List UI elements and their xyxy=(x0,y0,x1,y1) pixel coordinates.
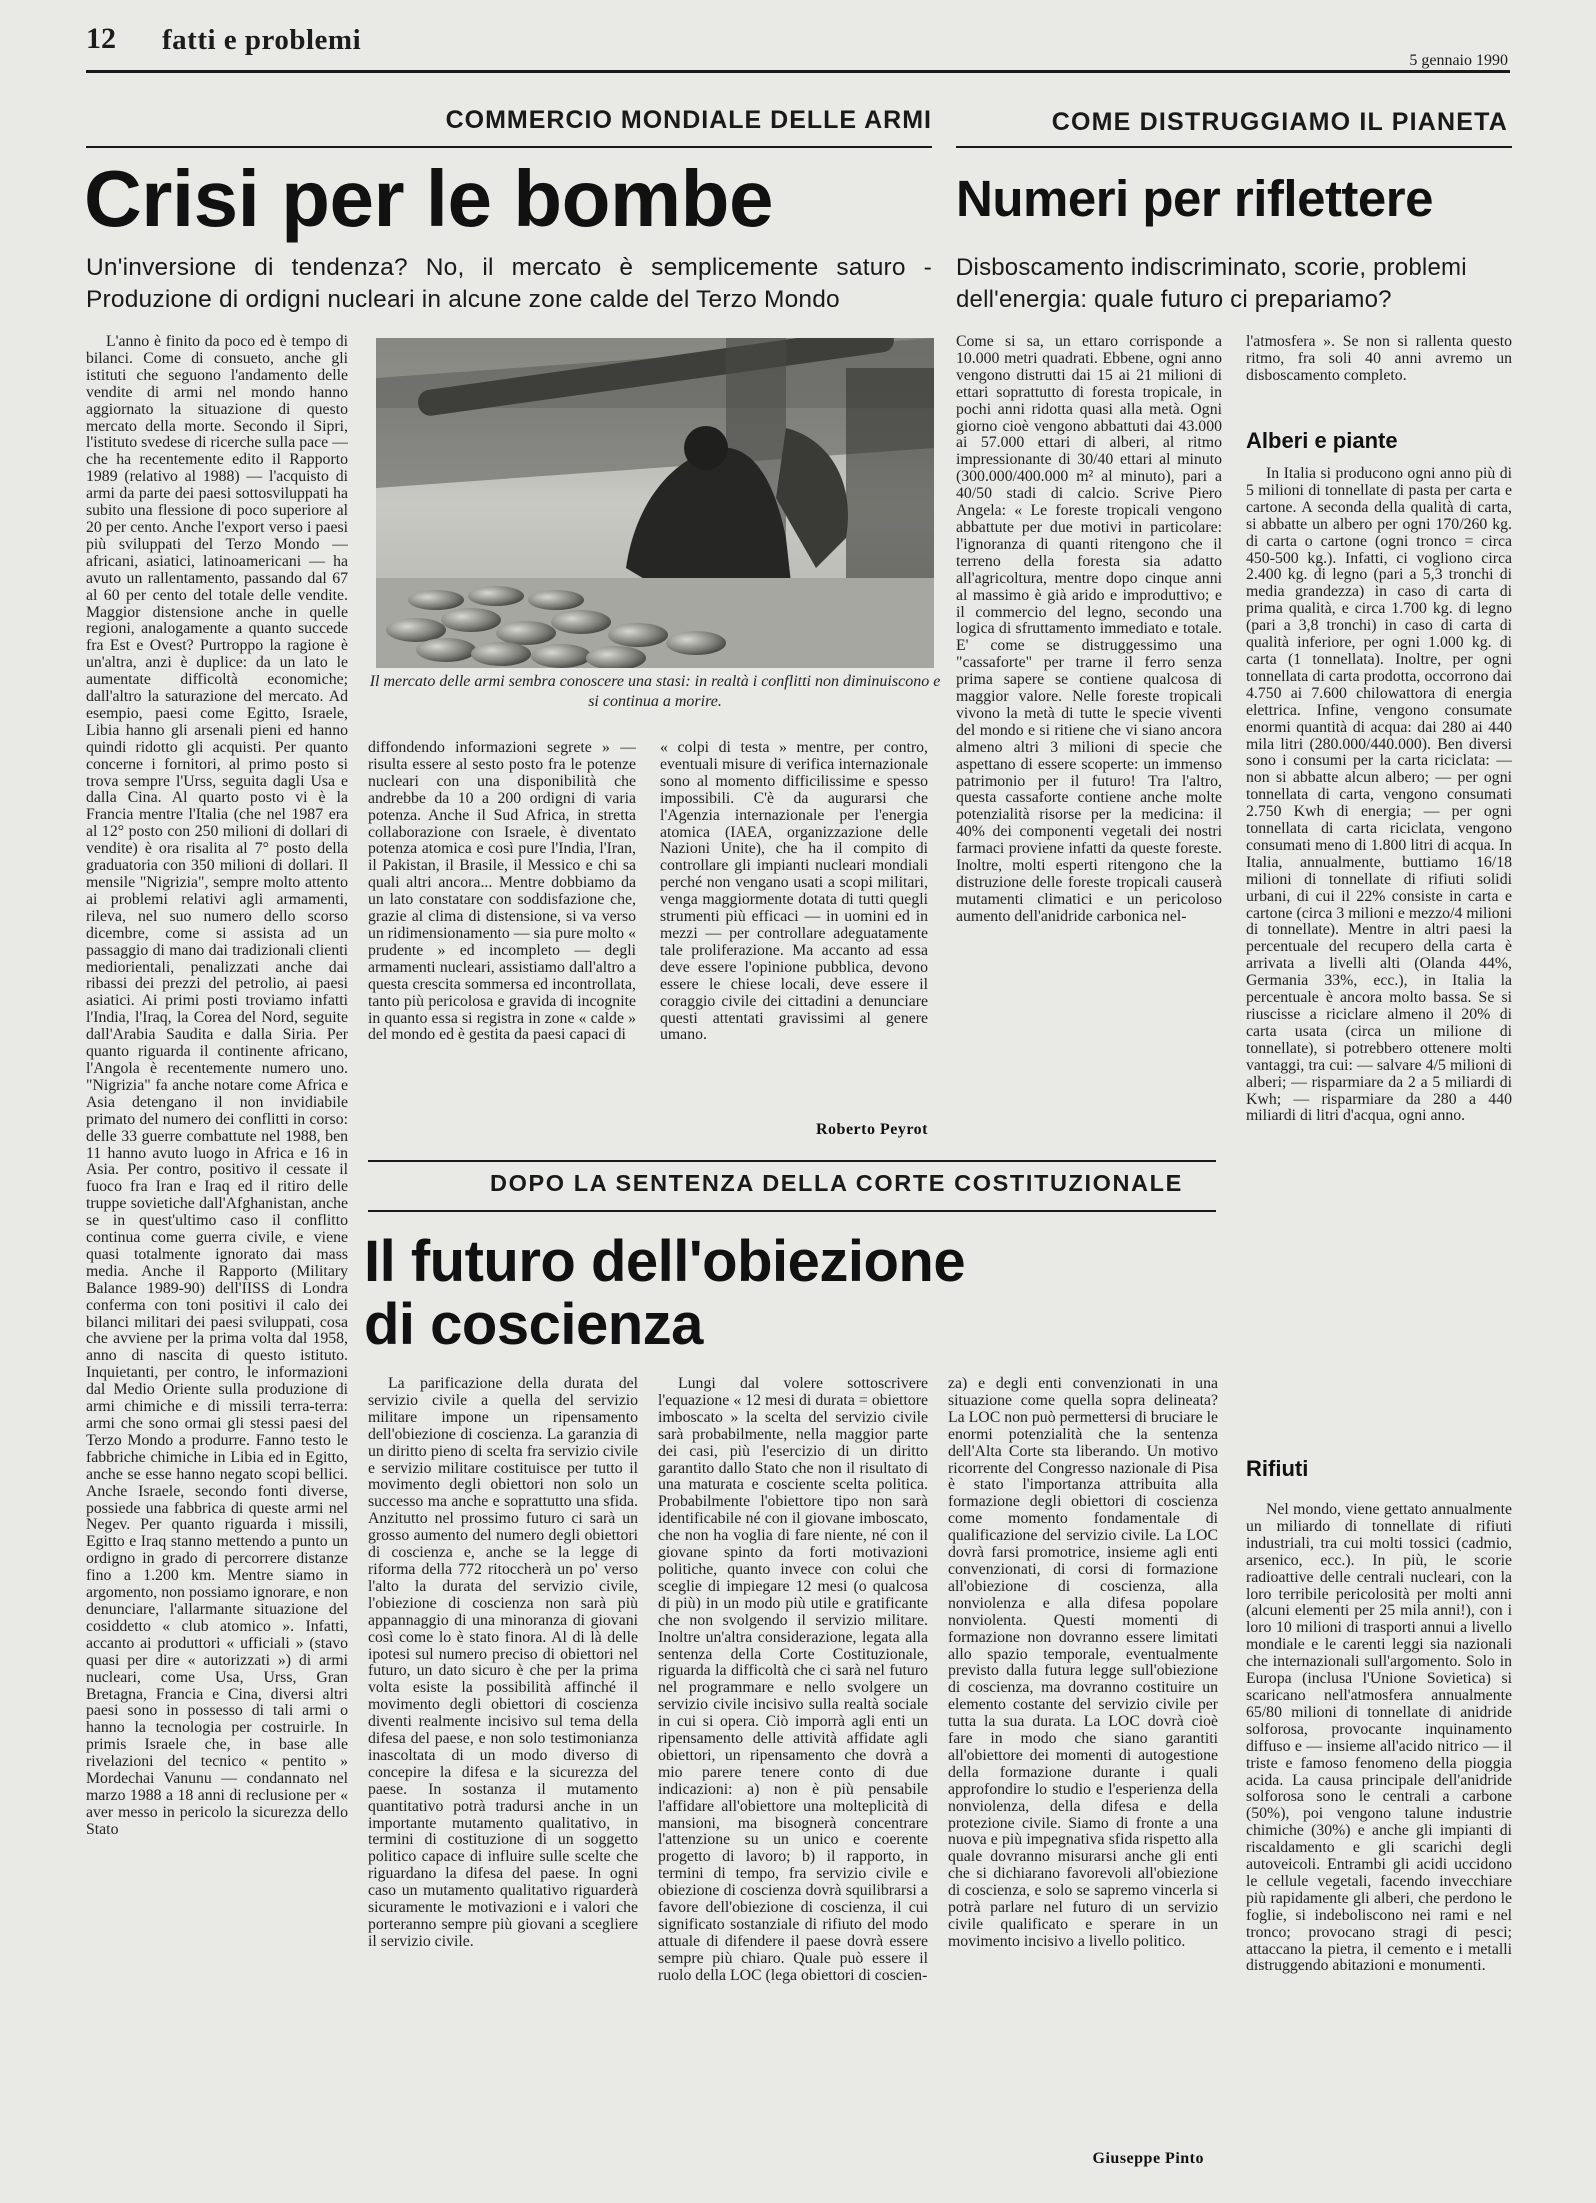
photo-caption: Il mercato delle armi sembra conoscere una stasi: in realtà i conflitti non diminuiscono e si continua a morire. xyxy=(369,673,941,710)
planet-deck: Disboscamento indiscriminato, scorie, problemi dell'energia: quale futuro ci prepariamo? xyxy=(956,254,1467,313)
arms-column-3-text: « colpi di testa » mentre, per contro, eventuali misure di verifica internazionale sono al momento difficilissime e spesso impossibili. C'è da augurarsi che l'Agenzia internazionale per l'energia atomica (IAEA, organizzazione delle Nazioni Unite), che ha il compito di controllare gli impianti nucleari mondiali perché non vengano usati a scopi militari, venga maggiormente dotata di tutti quegli strumenti più efficaci — in uomini ed in mezzi — per controllare adeguatamente tale proliferazione. Ma accanto ad essa deve essere l'opinione pubblica, devono essere le chiese locali, deve essere il coraggio civile dei cittadini a denunciare questi attentati gravissimi al genere umano. xyxy=(660,740,928,1044)
objection-headline-line-2: di coscienza xyxy=(364,1292,703,1357)
objection-column-3-text: za) e degli enti convenzionati in una situazione come quella sopra delineata? La LOC non può permettersi di bruciare le enormi potenzialità che la sentenza dell'Alta Corte sta liberando. Un motivo ricorrente del Congresso nazionale di Pisa è stato l'importanza attribuita alla formazione degli obiettori di coscienza come momento fondamentale di qualificazione del servizio civile. La LOC dovrà farsi promotrice, insieme agli enti convenzionati, di corsi di formazione all'obiezione di coscienza, alla nonviolenza e alla difesa popolare nonviolenta. Questi momenti di formazione non dovranno essere limitati allo spazio temporale, eventualmente previsto dalla futura legge sull'obiezione di coscienza, ma dovranno costituire un elemento costante del servizio civile per tutta la sua durata. La LOC dovrà cioè fare in modo che siano garantiti all'obiettore dei momenti di autogestione della formazione durante i quali approfondire lo studio e l'esperienza della nonviolenza, della difesa e della protezione civile. Siamo di fronte a una nuova e più impegnativa sfida rispetto alla quale dovranno misurarsi anche gli enti che si dichiarano favorevoli all'obiezione di coscienza, e solo se sapremo vincerla si potrà parlare nel futuro di un servizio civile qualificato e sperare in un movimento incisivo a livello politico. xyxy=(948,1376,1218,1950)
arms-column-1 xyxy=(86,334,348,2182)
objection-top-rule xyxy=(368,1160,1216,1162)
page-number: 12 xyxy=(86,22,116,55)
planet-column-1-text: Come si sa, un ettaro corrisponde a 10.000 metri quadrati. Ebbene, ogni anno vengono distrutti dai 15 ai 21 milioni di ettari soprattutto di foresta tropicale, in pochi anni ridotta quasi alla metà. Ogni giorno cioè vengono abbattuti dai 43.000 ai 57.000 ettari di alberi, al ritmo impressionante di 30/40 ettari al minuto (300.000/400.000 m² al minuto), pari a 40/50 stadi di calcio. Scrive Piero Angela: « Le foreste tropicali vengono abbattute per due motivi in particolare: l'ignoranza di quanti ritengono che il terreno della foresta sia adatto all'agricoltura, mentre dopo cinque anni al massimo è già arido e improduttivo; e il commercio del legno, secondo una logica di sfruttamento immediato e totale. E' come se distruggessimo una "cassaforte" per trarne il ferro senza prima sapere se contiene qualcosa di maggior valore. Nelle foreste tropicali vivono la metà di tutte le specie viventi del mondo e si ritiene che vi siano ancora almeno altri 3 milioni di specie che aspettano di essere scoperte: un immenso patrimonio per il futuro! Tra l'altro, questa cassaforte contiene anche molte potenzialità risorse per la medicina: il 40% dei componenti vegetali dei nostri farmaci proviene infatti da queste foreste. Inoltre, molti esperti ritengono che la distruzione delle foreste tropicali causerà mutamenti climatici e un pericoloso aumento dell'anidride carbonica nel- xyxy=(956,334,1222,925)
objection-column-3 xyxy=(948,1376,1218,2136)
masthead-rule xyxy=(86,70,1510,73)
arms-deck: Un'inversione di tendenza? No, il mercato è semplicemente saturo - Produzione di ordigni nucleari in alcune zone calde del Terzo Mondo xyxy=(86,254,932,313)
objection-column-1-text: La parificazione della durata del servizio civile a quella del servizio militare impone un ripensamento dell'obiezione di coscienza. La garanzia di un diritto pieno di scelta fra servizio civile e servizio militare costituisce per tutto il movimento degli obiettori non solo un successo ma anche e soprattutto una sfida. Anzitutto nel prossimo futuro ci sarà un grosso aumento del numero degli obiettori di coscienza e, anche se la legge di riforma della 772 ritoccherà un po' verso l'alto la durata del servizio civile, l'obiezione di coscienza non sarà più appannaggio di una minoranza di giovani così come lo è stato finora. Al di là delle ipotesi sul numero preciso di obiettori nel futuro, un dato sicuro è che per la prima volta esiste la possibilità affinché il movimento degli obiettori di coscienza diventi realmente incisivo sul tema della difesa del paese, e non solo testimonianza inascoltata di un modo diverso di concepire la difesa e la sicurezza del paese. In sostanza il mutamento quantitativo potrà tradursi anche in un importante mutamento qualitativo, in termini di costituzione di un soggetto politico capace di influire sulle scelte che riguardano la difesa del paese. In ogni caso un mutamento qualitativo riguarderà sicuramente le motivazioni e i valori che porteranno sempre più giovani a scegliere il servizio civile. xyxy=(368,1376,638,1950)
arms-column-2 xyxy=(368,740,636,1140)
planet-column-2-intro xyxy=(1246,334,1512,422)
planet-column-2-trees-text: In Italia si producono ogni anno più di 5 milioni di tonnellate di pasta per carta e cartone. A seconda della qualità di carta, si abbatte un albero per ogni 170/260 kg. di carta o cartone (ogni tronco = circa 450-500 kg.). Infatti, ci vogliono circa 2.400 kg. di legno (pari a 5,3 tronchi di media grandezza) in caso di carta di prima qualità, e circa 1.700 kg. di legno (pari a 3,8 tronchi) in caso di carta di qualità inferiore, per ogni 1.000 kg. di carta (1 tonnellata). Inoltre, per ogni tonnellata di carta prodotta, occorrono dai 4.750 ai 7.600 chilowattora di energia elettrica. Infine, vengono consumate enormi quantità di acqua: dai 280 ai 440 mila litri (280.000/440.000). Ben diversi sono i consumi per la carta riciclata: — non si abbatte alcun albero; — per ogni tonnellata di carta, vengono consumati 2.750 Kwh di energia; — per ogni tonnellata di carta riciclata, vengono consumati meno di 1.800 litri di acqua. In Italia, annualmente, buttiamo 16/18 milioni di tonnellate di rifiuti solidi urbani, di cui il 22% consiste in carta e cartone (circa 3 milioni e mezzo/4 milioni di tonnellate). Mentre in altri paesi la percentuale del recupero della carta è arrivata a livelli alti (Olanda 44%, Germania 33%, ecc.), in Italia la percentuale è ancora molto bassa. Se si riuscisse a riciclare almeno il 20% di carta usata (circa un milione di tonnellate), si potrebbero ottenere molti vantaggi, tra cui: — salvare 4/5 milioni di alberi; — risparmiare da 2 a 5 miliardi di Kwh; — risparmiare da 280 a 440 miliardi di litri d'acqua, ogni anno. xyxy=(1246,466,1512,1125)
planet-column-2-waste-text: Nel mondo, viene gettato annualmente un miliardo di tonnellate di rifiuti industriali, tra cui molti tossici (cadmio, arsenico, ecc.). In più, le scorie radioattive delle centrali nucleari, con la loro terribile pericolosità per molti anni (alcuni elementi per 25 mila anni!), con i loro 10 milioni di trasporti annui a livello mondiale e le carenti leggi sia nazionali che internazionali sull'argomento. Solo in Europa (inclusa l'Unione Sovietica) si scaricano nell'atmosfera annualmente 65/80 milioni di tonnellate di anidride solforosa, provocante inquinamento diffuso e — insieme all'acido nitrico — il triste e famoso fenomeno della pioggia acida. La causa principale dell'anidride solforosa sono le centrali a carbone (50%), poi vengono talune industrie chimiche (30%) e anche gli impianti di riscaldamento e gli scarichi degli autoveicoli. Entrambi gli acidi uccidono le cellule vegetali, facendo invecchiare più rapidamente gli alberi, che perdono le foglie, si indeboliscono nei rami e nel tronco; provocano stragi di pesci; attaccano la pietra, il cemento e i metalli distruggendo abitazioni e monumenti. xyxy=(1246,1502,1512,1975)
planet-headline: Numeri per riflettere xyxy=(956,170,1433,227)
planet-kicker: COME DISTRUGGIAMO IL PIANETA xyxy=(1051,108,1508,136)
planet-column-1 xyxy=(956,334,1222,1142)
planet-column-2-intro-text: l'atmosfera ». Se non si rallenta questo ritmo, fra soli 40 anni avremo un disboscamento completo. xyxy=(1246,334,1512,384)
arms-signature: Roberto Peyrot xyxy=(816,1121,928,1138)
planet-column-2-waste xyxy=(1246,1502,1512,2182)
planet-column-2-trees xyxy=(1246,466,1512,1428)
arms-column-2-text: diffondendo informazioni segrete » — risulta essere al sesto posto fra le potenze nucleari con una disponibilità che andrebbe da 10 a 200 ordigni di varia potenza. Anche il Sud Africa, in stretta collaborazione con Israele, è diventato potenza atomica e così pure l'India, l'Iran, il Pakistan, il Brasile, il Messico e chi sa quali altri ancora... Mentre dobbiamo da un lato constatare con soddisfazione che, grazie al clima di distensione, si va verso un ridimensionamento — sia pure molto « prudente » ed incompleto — degli armamenti nucleari, assistiamo dall'altro a questa crescita sommersa ed incontrollata, tanto più pericolosa e gravida di incognite in quanto essa si registra in zone « calde » del mondo ed è gestita da paesi capaci di xyxy=(368,740,636,1044)
section-title: fatti e problemi xyxy=(162,24,362,56)
objection-kicker: DOPO LA SENTENZA DELLA CORTE COSTITUZIONALE xyxy=(490,1170,1183,1196)
objection-column-2 xyxy=(658,1376,928,2182)
subhead-trees: Alberi e piante xyxy=(1246,428,1398,453)
arms-kicker: COMMERCIO MONDIALE DELLE ARMI xyxy=(445,106,932,134)
weapons-photo-illustration xyxy=(376,338,934,668)
objection-signature: Giuseppe Pinto xyxy=(1092,2150,1204,2167)
issue-date: 5 gennaio 1990 xyxy=(1409,52,1508,69)
arms-column-3 xyxy=(660,740,928,1122)
subhead-waste: Rifiuti xyxy=(1246,1456,1309,1481)
arms-kicker-rule xyxy=(86,146,932,148)
arms-column-1-text: L'anno è finito da poco ed è tempo di bilanci. Come di consueto, anche gli istituti che seguono l'andamento delle vendite di armi nel mondo hanno aggiornato la situazione di questo mercato della morte. Secondo il Sipri, l'istituto svedese di ricerche sulla pace — che ha recentemente edito il Rapporto 1989 (relativo al 1988) — l'acquisto di armi da parte dei paesi sottosviluppati ha subito una flessione di poco superiore al 20 per cento. Anche l'export verso i paesi più sviluppati del Terzo Mondo — africani, asiatici, latinoamericani — ha avuto un rallentamento, passando dal 67 al 60 per cento del totale delle vendite. Maggior distensione anche in quelle regioni, analogamente a quanto succede fra Est e Ovest? Purtroppo la ragione è un'altra, anzi è duplice: da un lato le aumentate difficoltà economiche; dall'altro la saturazione del mercato. Ad esempio, paesi come Egitto, Israele, Libia hanno gli arsenali pieni ed hanno quindi ridotto gli acquisti. Per quanto concerne i fornitori, al primo posto si trova sempre l'Urss, seguita dagli Usa e dalla Cina. Al quarto posto vi è la Francia mentre l'Italia (che nel 1987 era al 12° posto con 250 milioni di dollari di vendite) è ora risalita al 7° posto della graduatoria con 350 milioni di dollari. Il mensile "Nigrizia", sempre molto attento ai problemi relativi agli armamenti, rileva, nel suo numero dello scorso dicembre, come si assista ad un passaggio di mano dai tradizionali clienti mediorientali, penalizzati anche dai ribassi dei prezzi del petrolio, ai paesi asiatici. Ai primi posti troviamo infatti l'India, l'Iraq, la Corea del Nord, seguite dall'Arabia Saudita e dalla Siria. Per quanto riguarda il continente africano, l'Angola è recentemente numero uno. "Nigrizia" fa anche notare come Africa e Asia detengano il non invidiabile primato del numero dei conflitti in corso: delle 33 guerre combattute nel 1988, ben 11 hanno avuto luogo in Africa e 16 in Asia. Per contro, positivo il cessate il fuoco fra Iran e Iraq ed il ritiro delle truppe sovietiche dall'Afghanistan, anche se in quest'ultimo caso il conflitto continua come guerra civile, e viene quasi totalmente ignorato dai mass media. Anche il Rapporto (Military Balance 1989-90) dell'IISS di Londra conferma con toni positivi il calo dei bilanci militari dei paesi sviluppati, cosa che avviene per la prima volta dal 1958, anno di nascita di questo istituto. Inquietanti, per contro, le informazioni dal Medio Oriente sulla produzione di armi chimiche e di missili terra-terra: armi che sono ormai gli stessi paesi del Terzo Mondo a produrre. Fanno testo le fabbriche chimiche in Libia ed in Egitto, anche se esse hanno negato scopi bellici. Anche Israele, secondo fonti diverse, possiede una fabbrica di queste armi nel Negev. Per quanto riguarda i missili, Egitto e Iraq stanno mettendo a punto un ordigno in grado di percorrere distanze fino a 1.200 km. Mentre siamo in argomento, non possiamo ignorare, e non denunciare, l'allarmante situazione del cosiddetto « club atomico ». Infatti, accanto ai produttori « ufficiali » (stavo quasi per dire « autorizzati ») di armi nucleari, come Usa, Urss, Gran Bretagna, Francia e Cina, diversi altri paesi sono in possesso di tali armi o hanno la tecnologia per costruirle. In primis Israele che, in base alle rivelazioni del tecnico « pentito » Mordechai Vanunu — condannato nel marzo 1988 a 18 anni di reclusione per « aver messo in pericolo la sicurezza dello Stato xyxy=(86,334,348,1838)
arms-headline: Crisi per le bombe xyxy=(84,154,773,243)
weapons-photo xyxy=(376,338,934,668)
planet-kicker-rule xyxy=(956,146,1512,148)
objection-kicker-rule xyxy=(368,1210,1216,1212)
objection-column-1 xyxy=(368,1376,638,2182)
objection-column-2-text: Lungi dal volere sottoscrivere l'equazione « 12 mesi di durata = obiettore imboscato » la scelta del servizio civile sarà probabilmente, nella maggior parte dei casi, più l'esercizio di un diritto garantito dallo Stato che non il risultato di una maturata e cosciente scelta politica. Probabilmente l'obiettore tipo non sarà identificabile né con il giovane imboscato, che non ha voglia di fare niente, né con il giovane spinto da forti motivazioni politiche, quanto invece con colui che sceglie di impiegare 12 mesi (o qualcosa di più) in un modo più utile e gratificante che non svolgendo il servizio militare. Inoltre un'altra considerazione, legata alla sentenza della Corte Costituzionale, riguarda la difficoltà che ci sarà nel futuro nel programmare e nello svolgere un servizio civile incisivo sulla realtà sociale in cui si opera. Ciò imporrà agli enti un ripensamento delle attività affidate agli obiettori, un ripensamento che dovrà a mio parere tenere conto di due indicazioni: a) non è più pensabile l'affidare all'obiettore una molteplicità di mansioni, ma bisognerà concentrare l'attenzione su un unico e coerente progetto di lavoro; b) il rapporto, in termini di tempo, fra servizio civile e obiezione di coscienza dovrà squilibrarsi a favore dell'obiezione di coscienza, il cui significato sostanziale di rifiuto del modo attuale di difendere il paese dovrà essere sempre più chiaro. Quale può essere il ruolo della LOC (lega obiettori di coscien- xyxy=(658,1376,928,1984)
objection-headline-line-1: Il futuro dell'obiezione xyxy=(364,1229,966,1294)
